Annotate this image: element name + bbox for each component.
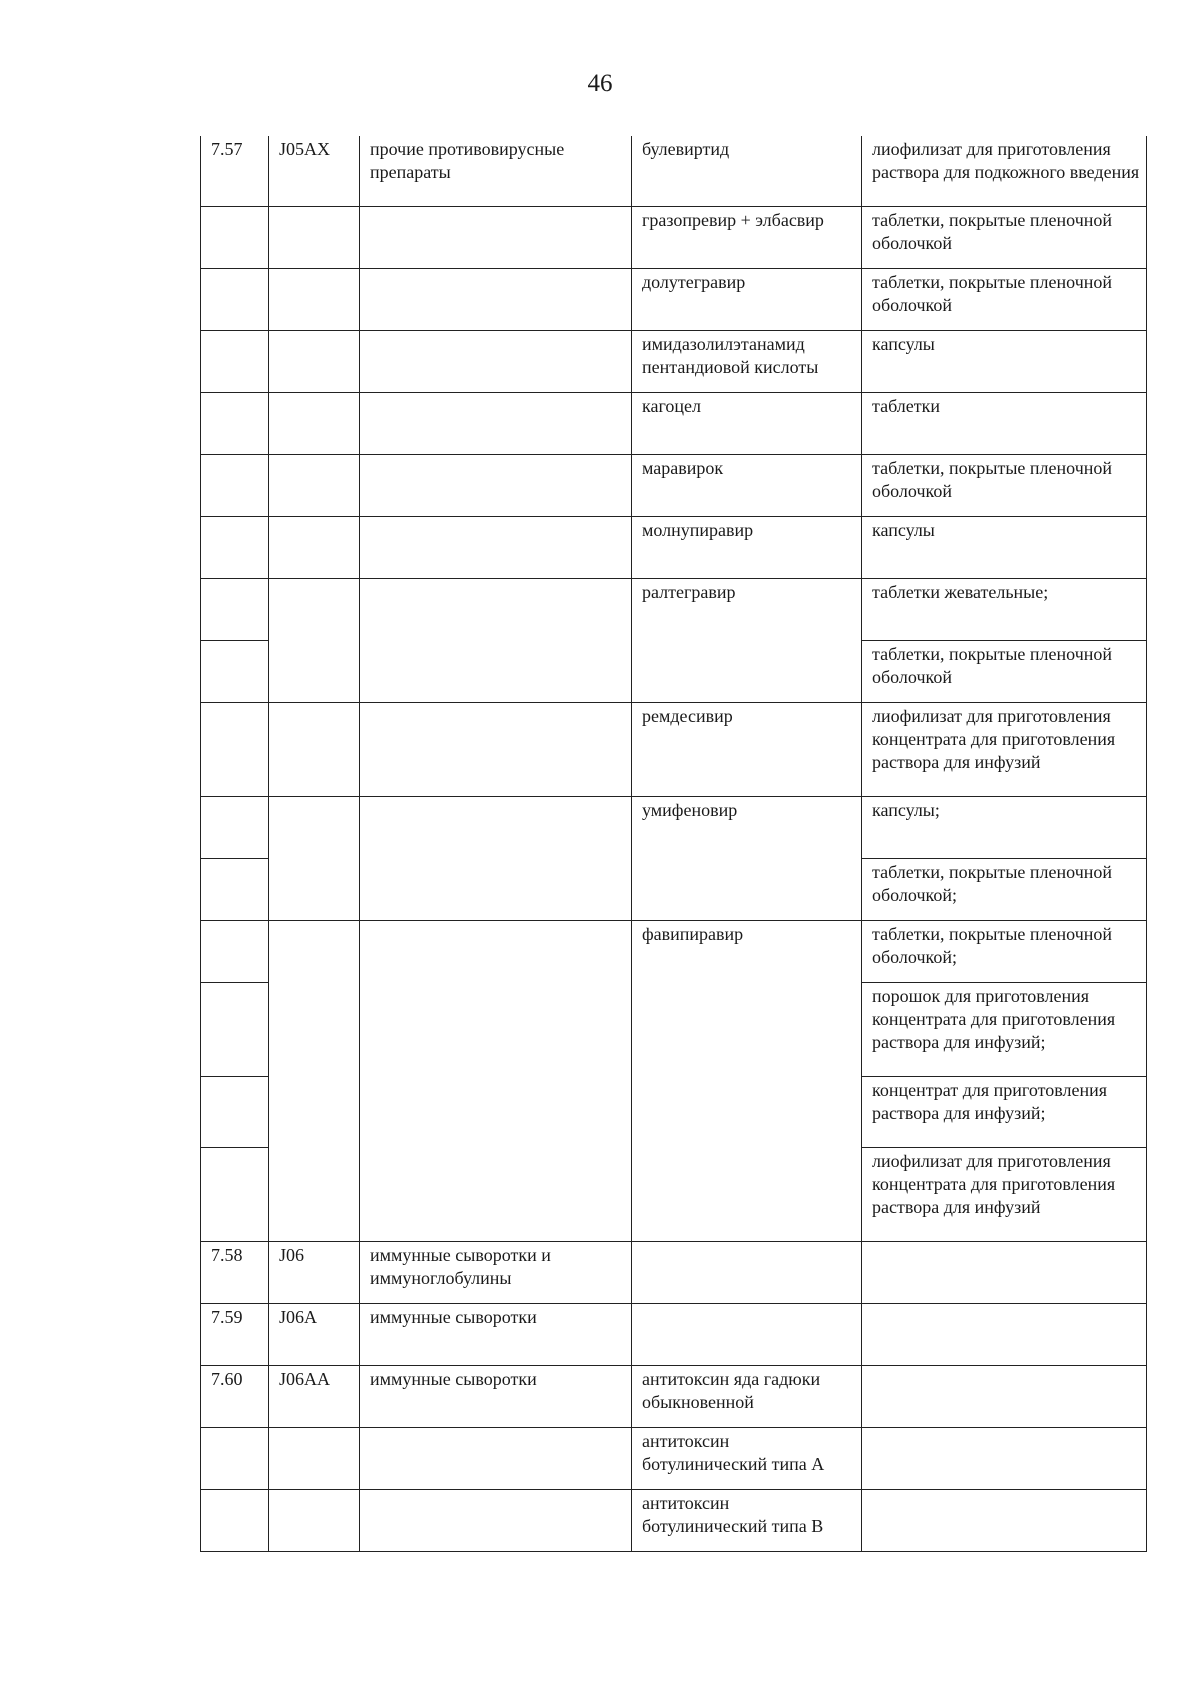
atc-group-name: прочие противовирусные препараты xyxy=(360,136,632,206)
drug-name: имидазолилэтанамид пентандиовой кислоты xyxy=(632,330,862,392)
row-number xyxy=(201,1147,269,1241)
row-number xyxy=(201,454,269,516)
atc-code xyxy=(269,392,360,454)
drug-name: антитоксин ботулинический типа В xyxy=(632,1489,862,1551)
atc-code xyxy=(269,796,360,920)
table-row xyxy=(201,920,1147,982)
row-number xyxy=(201,392,269,454)
dosage-form: капсулы xyxy=(862,516,1147,578)
row-number xyxy=(201,268,269,330)
atc-code: J05AX xyxy=(269,136,360,206)
atc-group-name xyxy=(360,578,632,702)
row-number xyxy=(201,578,269,640)
drug-name: маравирок xyxy=(632,454,862,516)
table-row xyxy=(201,454,1147,516)
dosage-form xyxy=(862,1427,1147,1489)
atc-code: J06 xyxy=(269,1241,360,1303)
row-number xyxy=(201,796,269,858)
table-row xyxy=(201,1427,1147,1489)
atc-code xyxy=(269,516,360,578)
atc-code: J06AA xyxy=(269,1365,360,1427)
dosage-form xyxy=(862,1365,1147,1427)
drug-name: кагоцел xyxy=(632,392,862,454)
atc-group-name: иммунные сыворотки и иммуноглобулины xyxy=(360,1241,632,1303)
atc-code: J06A xyxy=(269,1303,360,1365)
row-number xyxy=(201,1427,269,1489)
row-number xyxy=(201,982,269,1076)
row-number: 7.58 xyxy=(201,1241,269,1303)
table-row xyxy=(201,1365,1147,1427)
atc-group-name xyxy=(360,920,632,1241)
dosage-form: лиофилизат для приготовления концентрата для приготовления раствора для инфузий xyxy=(862,1147,1147,1241)
table-row xyxy=(201,330,1147,392)
atc-group-name xyxy=(360,454,632,516)
drug-name: антитоксин ботулинический типа А xyxy=(632,1427,862,1489)
atc-code xyxy=(269,454,360,516)
table-row xyxy=(201,796,1147,858)
atc-code xyxy=(269,920,360,1241)
dosage-form: таблетки, покрытые пленочной оболочкой xyxy=(862,454,1147,516)
atc-group-name xyxy=(360,330,632,392)
atc-code xyxy=(269,1427,360,1489)
atc-group-name: иммунные сыворотки xyxy=(360,1365,632,1427)
dosage-form xyxy=(862,1241,1147,1303)
drug-name: молнупиравир xyxy=(632,516,862,578)
atc-group-name xyxy=(360,392,632,454)
row-number: 7.57 xyxy=(201,136,269,206)
drug-name: ремдесивир xyxy=(632,702,862,796)
dosage-form: капсулы xyxy=(862,330,1147,392)
table-row xyxy=(201,702,1147,796)
dosage-form: таблетки, покрытые пленочной оболочкой; xyxy=(862,920,1147,982)
atc-code xyxy=(269,702,360,796)
atc-group-name xyxy=(360,1489,632,1551)
row-number xyxy=(201,920,269,982)
row-number: 7.60 xyxy=(201,1365,269,1427)
drug-name: антитоксин яда гадюки обыкновенной xyxy=(632,1365,862,1427)
drug-name: фавипиравир xyxy=(632,920,862,1241)
atc-group-name xyxy=(360,516,632,578)
dosage-form: лиофилизат для приготовления концентрата для приготовления раствора для инфузий xyxy=(862,702,1147,796)
dosage-form: капсулы; xyxy=(862,796,1147,858)
row-number xyxy=(201,858,269,920)
dosage-form: порошок для приготовления концентрата для приготовления раствора для инфузий; xyxy=(862,982,1147,1076)
dosage-form: таблетки xyxy=(862,392,1147,454)
row-number xyxy=(201,516,269,578)
dosage-form xyxy=(862,1489,1147,1551)
atc-group-name xyxy=(360,206,632,268)
table-row xyxy=(201,268,1147,330)
atc-code xyxy=(269,268,360,330)
table-row xyxy=(201,1489,1147,1551)
row-number xyxy=(201,330,269,392)
row-number xyxy=(201,206,269,268)
row-number xyxy=(201,1076,269,1147)
atc-group-name xyxy=(360,1427,632,1489)
atc-group-name xyxy=(360,702,632,796)
row-number xyxy=(201,640,269,702)
drug-name xyxy=(632,1241,862,1303)
dosage-form: таблетки, покрытые пленочной оболочкой xyxy=(862,640,1147,702)
drug-name: гразопревир + элбасвир xyxy=(632,206,862,268)
atc-group-name xyxy=(360,796,632,920)
drug-name: ралтегравир xyxy=(632,578,862,702)
page-number: 46 xyxy=(587,70,613,97)
atc-code xyxy=(269,206,360,268)
drug-name xyxy=(632,1303,862,1365)
row-number: 7.59 xyxy=(201,1303,269,1365)
table-row xyxy=(201,136,1147,206)
dosage-form: таблетки, покрытые пленочной оболочкой xyxy=(862,268,1147,330)
atc-code xyxy=(269,578,360,702)
dosage-form: таблетки жевательные; xyxy=(862,578,1147,640)
dosage-form: таблетки, покрытые пленочной оболочкой xyxy=(862,206,1147,268)
dosage-form xyxy=(862,1303,1147,1365)
table-row xyxy=(201,1303,1147,1365)
drug-name: умифеновир xyxy=(632,796,862,920)
drug-name: булевиртид xyxy=(632,136,862,206)
atc-code xyxy=(269,1489,360,1551)
drug-name: долутегравир xyxy=(632,268,862,330)
atc-group-name xyxy=(360,268,632,330)
row-number xyxy=(201,1489,269,1551)
table-row xyxy=(201,392,1147,454)
table-row xyxy=(201,578,1147,640)
atc-group-name: иммунные сыворотки xyxy=(360,1303,632,1365)
table-row xyxy=(201,1241,1147,1303)
row-number xyxy=(201,702,269,796)
dosage-form: таблетки, покрытые пленочной оболочкой; xyxy=(862,858,1147,920)
drug-table xyxy=(200,136,1147,1552)
atc-code xyxy=(269,330,360,392)
dosage-form: лиофилизат для приготовления раствора для подкожного введения xyxy=(862,136,1147,206)
table-row xyxy=(201,206,1147,268)
table-row xyxy=(201,516,1147,578)
dosage-form: концентрат для приготовления раствора для инфузий; xyxy=(862,1076,1147,1147)
